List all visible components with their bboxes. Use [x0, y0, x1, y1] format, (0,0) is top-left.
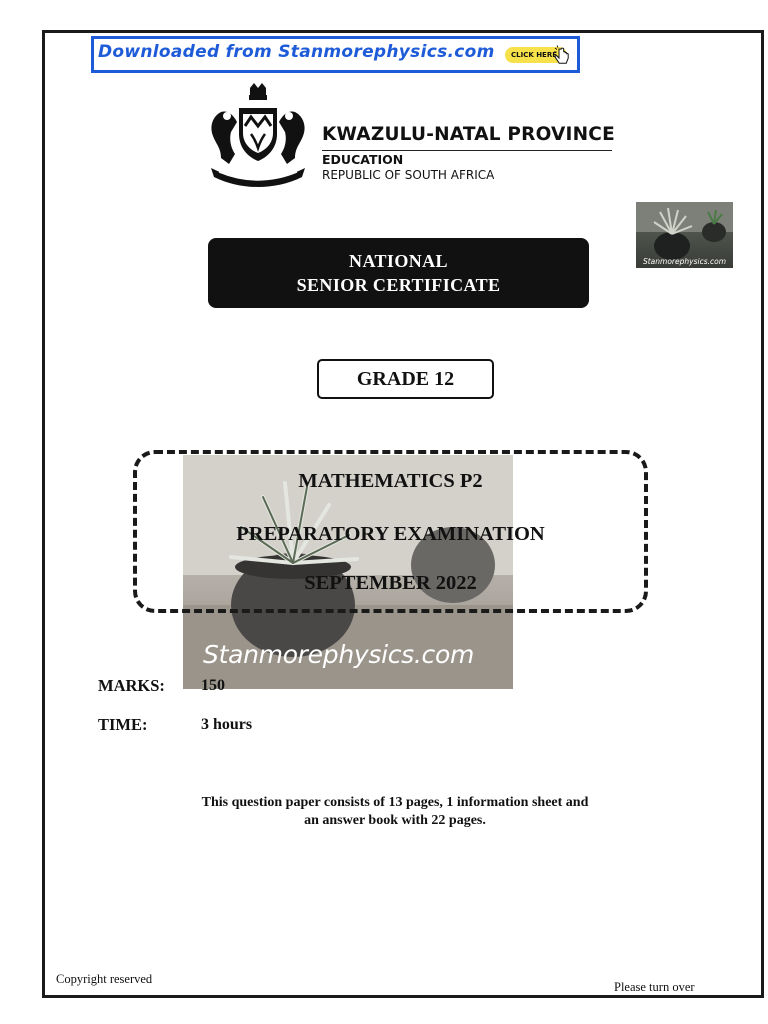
turn-over-footer: Please turn over	[614, 980, 695, 994]
click-here-button[interactable]	[505, 47, 567, 63]
paper-contents-notice	[150, 794, 640, 830]
exam-type: PREPARATORY EXAMINATION	[236, 523, 545, 545]
coat-of-arms-emblem	[205, 82, 311, 190]
country-label: REPUBLIC OF SOUTH AFRICA	[322, 168, 495, 182]
download-banner[interactable]	[91, 36, 580, 73]
notice-line-1: This question paper consists of 13 pages, 1 information sheet and	[201, 795, 589, 810]
grade-label: GRADE 12	[317, 359, 494, 399]
thumbnail-caption: Stanmorephysics.com	[642, 257, 727, 266]
click-here-label: CLICK HERE	[511, 51, 558, 59]
banner-link-text[interactable]: Downloaded from Stanmorephysics.com	[98, 42, 495, 62]
nsc-line-national: NATIONAL	[349, 251, 448, 271]
nsc-line-senior-certificate: SENIOR CERTIFICATE	[296, 275, 501, 295]
province-title: KWAZULU-NATAL PROVINCE	[322, 124, 615, 145]
marks-value: 150	[201, 677, 225, 694]
department-label: EDUCATION	[322, 152, 404, 167]
exam-date: SEPTEMBER 2022	[304, 572, 477, 594]
nsc-banner	[208, 238, 589, 308]
exam-subject: MATHEMATICS P2	[298, 470, 483, 492]
province-rule	[322, 150, 612, 151]
pointer-hand-icon	[553, 45, 571, 67]
time-value: 3 hours	[201, 716, 253, 733]
notice-line-2: an answer book with 22 pages.	[304, 813, 486, 828]
marks-label: MARKS:	[98, 676, 165, 695]
time-label: TIME:	[98, 715, 148, 734]
watermark-thumbnail	[636, 202, 733, 268]
copyright-footer: Copyright reserved	[56, 972, 153, 986]
photo-caption: Stanmorephysics.com	[203, 640, 475, 669]
